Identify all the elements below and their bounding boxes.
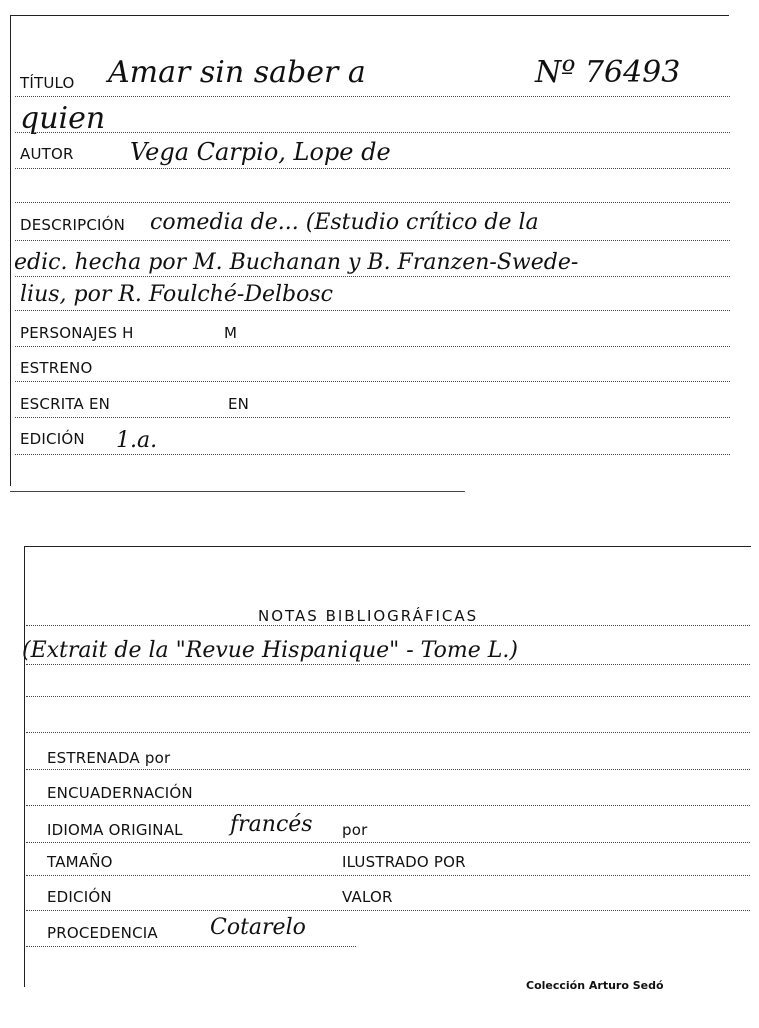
edicion-2-rule — [26, 910, 750, 911]
escrita-rule — [15, 417, 730, 418]
notas-label: NOTAS BIBLIOGRÁFICAS — [258, 607, 479, 625]
idioma-rule — [26, 842, 750, 843]
encuadernacion-rule — [26, 805, 750, 806]
titulo-value: Amar sin saber a — [108, 55, 366, 90]
blank-rule-2 — [26, 696, 750, 697]
ilustrado-label: ILUSTRADO POR — [342, 853, 466, 871]
escrita-label: ESCRITA EN — [20, 395, 111, 413]
titulo-continuation: quien — [20, 101, 106, 136]
tamano-rule — [26, 875, 750, 876]
edicion-rule — [15, 454, 730, 455]
procedencia-rule — [26, 946, 356, 947]
notas-value: (Extrait de la "Revue Hispanique" - Tome L.) — [22, 638, 518, 663]
por-label: por — [342, 821, 368, 839]
descripcion-rule-3 — [15, 310, 730, 311]
catalog-number: Nº 76493 — [535, 55, 681, 90]
estreno-label: ESTRENO — [20, 359, 93, 377]
blank-rule-3 — [26, 732, 750, 733]
edicion-value: 1.a. — [116, 428, 158, 453]
coleccion-label: Colección Arturo Sedó — [526, 979, 664, 992]
descripcion-rule-1 — [15, 240, 730, 241]
idioma-value: francés — [230, 812, 313, 837]
autor-value: Vega Carpio, Lope de — [130, 138, 391, 166]
edicion-2-label: EDICIÓN — [47, 888, 112, 906]
estrenada-label: ESTRENADA por — [47, 749, 171, 767]
valor-label: VALOR — [342, 888, 393, 906]
notas-rule — [26, 625, 750, 626]
idioma-label: IDIOMA ORIGINAL — [47, 821, 183, 839]
autor-rule — [15, 168, 730, 169]
descripcion-line-3: lius, por R. Foulché-Delbosc — [20, 282, 333, 307]
encuadernacion-label: ENCUADERNACIÓN — [47, 784, 193, 802]
tamano-label: TAMAÑO — [47, 853, 113, 871]
procedencia-value: Cotarelo — [210, 915, 306, 940]
escrita-en-label: EN — [228, 395, 250, 413]
descripcion-line-1: comedia de... (Estudio crítico de la — [150, 210, 539, 235]
titulo-rule — [15, 96, 730, 97]
procedencia-label: PROCEDENCIA — [47, 924, 158, 942]
notas-value-rule — [26, 664, 750, 665]
descripcion-rule-2 — [15, 276, 730, 277]
estrenada-rule — [26, 769, 750, 770]
descripcion-line-2: edic. hecha por M. Buchanan y B. Franzen-Swede- — [14, 250, 579, 275]
personajes-m-label: M — [224, 324, 238, 342]
autor-label: AUTOR — [20, 145, 74, 163]
titulo-cont-rule — [15, 132, 730, 133]
edicion-label: EDICIÓN — [20, 430, 85, 448]
titulo-label: TÍTULO — [20, 74, 75, 92]
personajes-rule — [15, 346, 730, 347]
estreno-rule — [15, 381, 730, 382]
card-top-bottom-rule — [10, 491, 465, 492]
personajes-label: PERSONAJES H — [20, 324, 134, 342]
descripcion-label: DESCRIPCIÓN — [20, 216, 126, 234]
blank-rule-1 — [15, 202, 730, 203]
